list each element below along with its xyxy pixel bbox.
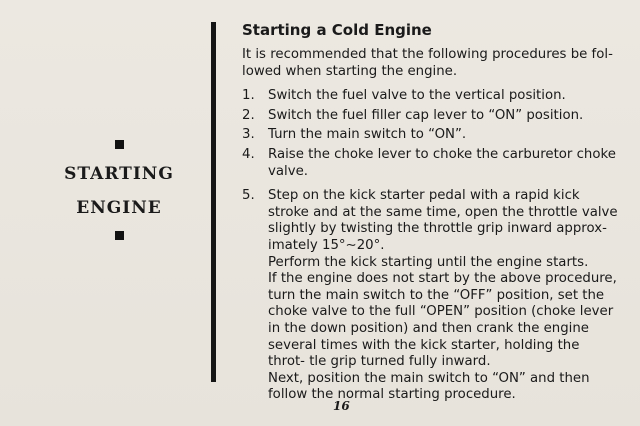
step-text: Raise the choke lever to choke the carburetor choke valve. (268, 146, 616, 179)
step-number: 2. (242, 107, 255, 123)
step-number: 4. (242, 146, 255, 162)
step-item (242, 88, 620, 105)
step-item (242, 108, 620, 125)
section-sidebar (58, 140, 180, 240)
section-title-line2: ENGINE (76, 198, 162, 218)
step-item (242, 127, 620, 144)
step-number: 1. (242, 88, 255, 104)
intro-paragraph: It is recommended that the following procedures be fol- lowed when starting the engine. (242, 47, 613, 79)
step-item (242, 188, 620, 404)
step-text-continuation: If the engine does not start by the above procedure, turn the main switch to the “OFF” position, set the choke valve to the full “OPEN” position (choke lever in the down position) and then crank the engine several times with the kick starter, holding the throt- tle grip turned fully inward. (268, 271, 617, 370)
step-number: 5. (242, 188, 255, 204)
bullet-square-bottom (115, 231, 124, 240)
step-text-continuation: Next, position the main switch to “ON” and then follow the normal starting procedure. (268, 370, 590, 403)
step-item (242, 147, 620, 180)
step-text: Step on the kick starter pedal with a rapid kick stroke and at the same time, open the throttle valve slightly by twisting the throttle grip inward approx- imately 15°∼20°. (268, 188, 618, 253)
bullet-square-top (115, 140, 124, 149)
step-text: Turn the main switch to “ON”. (268, 127, 467, 143)
procedure-steps (242, 88, 620, 404)
section-title (58, 157, 180, 225)
page-number: 16 (333, 399, 350, 413)
main-content (242, 20, 620, 407)
step-text: Switch the fuel filler cap lever to “ON” position. (268, 107, 584, 123)
vertical-divider (211, 22, 216, 382)
content-heading: Starting a Cold Engine (242, 21, 432, 39)
step-number: 3. (242, 127, 255, 143)
section-title-line1: STARTING (64, 164, 174, 184)
step-text: Switch the fuel valve to the vertical position. (268, 88, 566, 104)
step-text-continuation: Perform the kick starting until the engine starts. (268, 254, 589, 270)
